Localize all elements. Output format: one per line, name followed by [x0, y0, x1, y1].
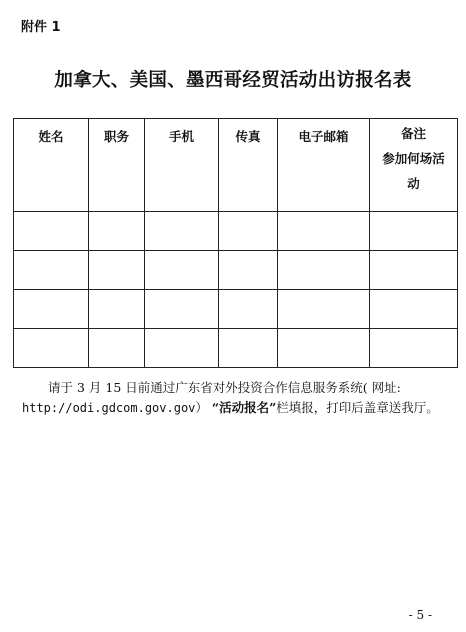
- table-header-row: [14, 119, 458, 212]
- table-cell[interactable]: [89, 212, 145, 251]
- table-cell[interactable]: [89, 329, 145, 368]
- table-cell[interactable]: [14, 251, 89, 290]
- header-name: 姓名: [14, 119, 89, 212]
- table-cell[interactable]: [145, 251, 219, 290]
- header-email: 电子邮箱: [278, 119, 370, 212]
- table-cell[interactable]: [14, 329, 89, 368]
- submission-note: [22, 378, 444, 418]
- table-cell[interactable]: [278, 290, 370, 329]
- header-mobile: 手机: [145, 119, 219, 212]
- table-cell[interactable]: [14, 212, 89, 251]
- header-fax: 传真: [219, 119, 278, 212]
- table-row: [14, 329, 458, 368]
- website-url: http://odi.gdcom.gov.gov: [22, 401, 196, 415]
- table-cell[interactable]: [145, 329, 219, 368]
- table-row: [14, 251, 458, 290]
- header-memo-line: 备注: [400, 126, 426, 141]
- table-cell[interactable]: [219, 212, 278, 251]
- table-row: [14, 290, 458, 329]
- table-row: [14, 212, 458, 251]
- header-memo: [370, 119, 458, 212]
- header-memo-line: 动: [407, 176, 420, 191]
- table-cell[interactable]: [370, 329, 458, 368]
- table-cell[interactable]: [89, 251, 145, 290]
- form-title: 加拿大、美国、墨西哥经贸活动出访报名表: [54, 70, 412, 91]
- annex-label: 附件 1: [21, 20, 61, 35]
- activity-signup-label: “活动报名”: [211, 400, 277, 415]
- table-cell[interactable]: [370, 212, 458, 251]
- table-cell[interactable]: [370, 290, 458, 329]
- registration-table: [13, 118, 458, 368]
- note-text: ）: [195, 400, 208, 415]
- table-cell[interactable]: [14, 290, 89, 329]
- table-cell[interactable]: [89, 290, 145, 329]
- table-cell[interactable]: [219, 251, 278, 290]
- table-cell[interactable]: [219, 329, 278, 368]
- page-number: - 5 -: [408, 608, 432, 622]
- table-cell[interactable]: [278, 329, 370, 368]
- table-cell[interactable]: [278, 251, 370, 290]
- note-text: 栏填报，打印后盖章送我厅。: [276, 400, 439, 415]
- table-cell[interactable]: [219, 290, 278, 329]
- table-cell[interactable]: [145, 212, 219, 251]
- table-cell[interactable]: [370, 251, 458, 290]
- table-cell[interactable]: [278, 212, 370, 251]
- header-position: 职务: [89, 119, 145, 212]
- header-memo-line: 参加何场活: [382, 151, 445, 166]
- table-cell[interactable]: [145, 290, 219, 329]
- note-text: 请于 3 月 15 日前通过广东省对外投资合作信息服务系统( 网址:: [48, 380, 401, 395]
